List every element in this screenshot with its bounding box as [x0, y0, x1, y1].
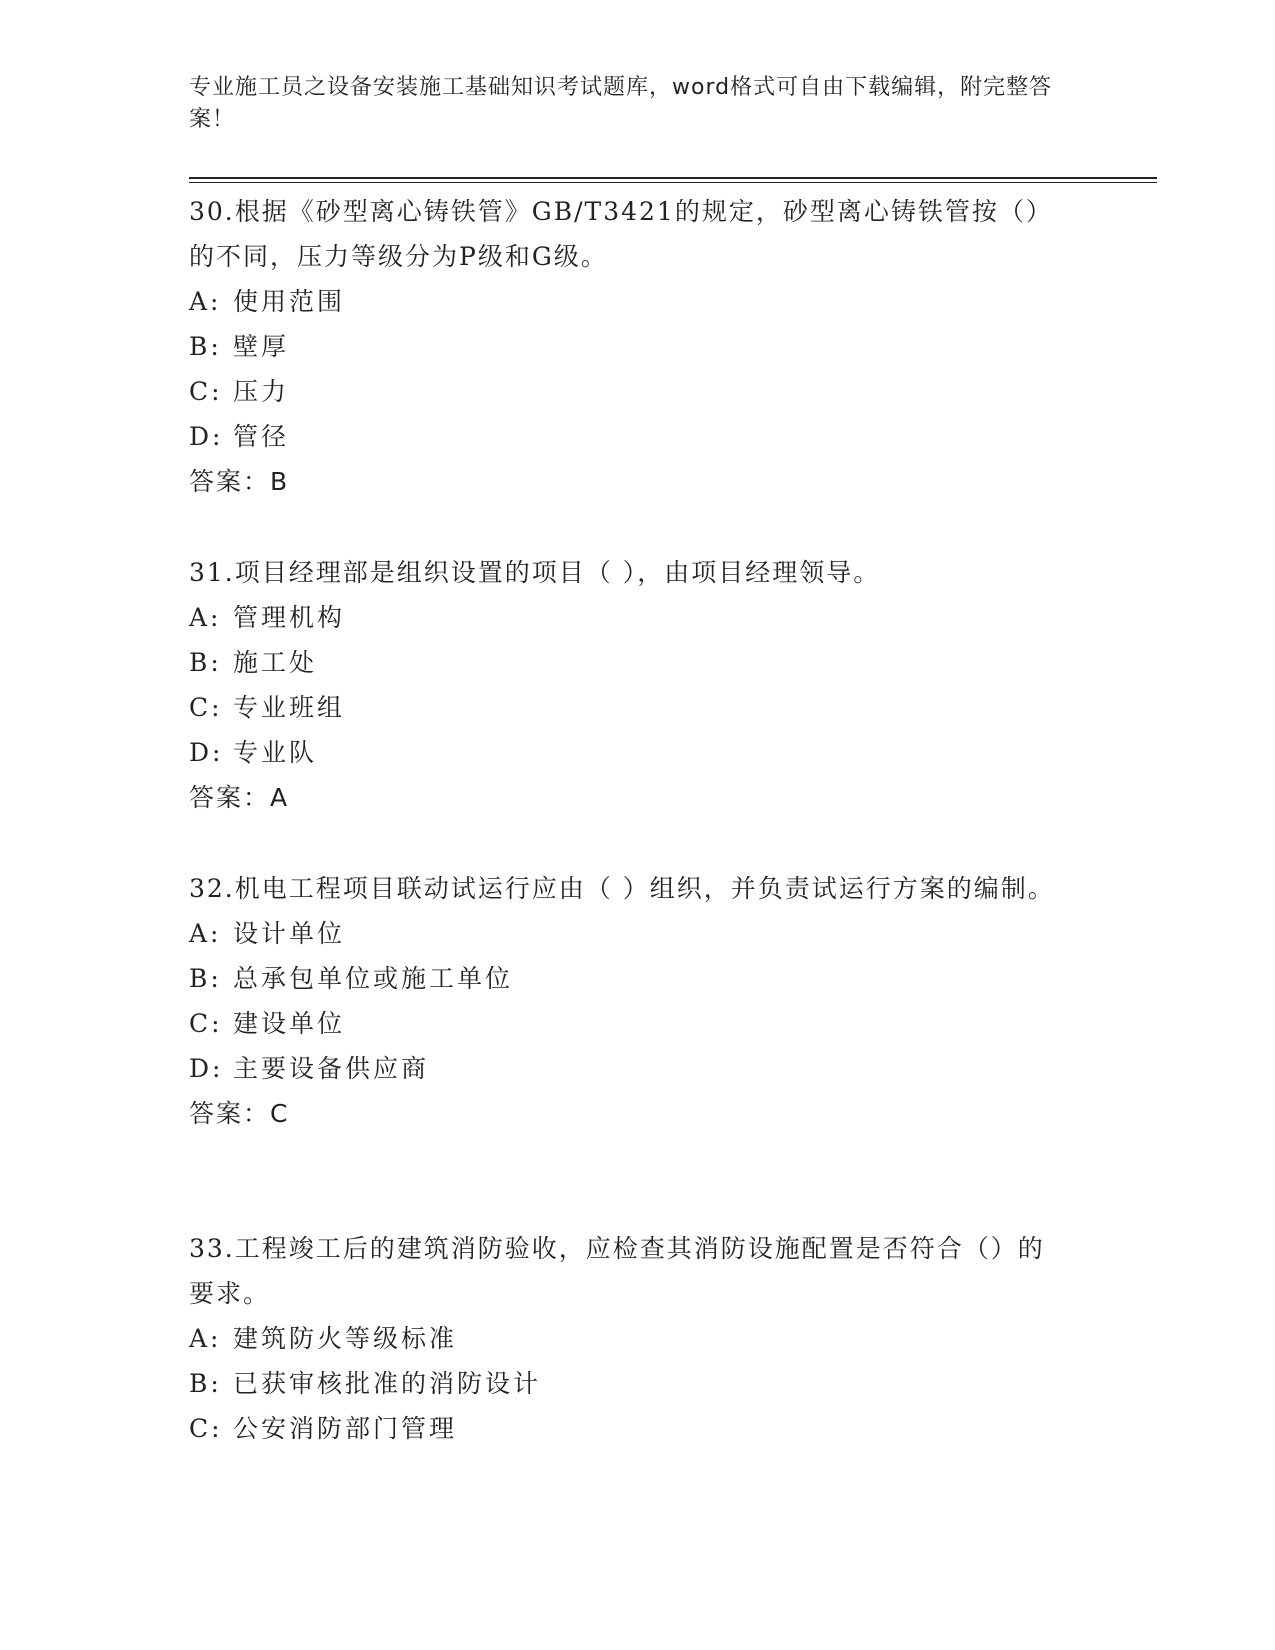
- option-key: D:: [189, 422, 224, 451]
- question-stem: 31.项目经理部是组织设置的项目（ ），由项目经理领导。: [189, 558, 881, 587]
- option-key: C:: [189, 1414, 223, 1443]
- header-divider-thick: [189, 177, 1157, 179]
- question-stem: 32.机电工程项目联动试运行应由（ ）组织，并负责试运行方案的编制。: [189, 874, 1055, 903]
- header-divider-thin: [189, 182, 1157, 183]
- option-c: [189, 369, 1069, 414]
- option-text: 总承包单位或施工单位: [233, 964, 514, 993]
- option-b: [189, 956, 1069, 1001]
- option-c: [189, 1001, 1069, 1046]
- option-a: [189, 1316, 1069, 1361]
- question-30: [189, 189, 1069, 504]
- option-d: [189, 1046, 1069, 1091]
- option-text: 管理机构: [233, 603, 346, 632]
- option-text: 建筑防火等级标准: [233, 1324, 458, 1353]
- option-text: 专业班组: [233, 693, 346, 722]
- option-a: [189, 595, 1069, 640]
- option-text: 使用范围: [233, 287, 346, 316]
- answer-label: 答案：B: [189, 467, 290, 496]
- option-a: [189, 911, 1069, 956]
- option-key: B:: [189, 332, 222, 361]
- question-32: [189, 866, 1069, 1136]
- option-text: 公安消防部门管理: [233, 1414, 458, 1443]
- option-key: D:: [189, 1054, 224, 1083]
- option-key: D:: [189, 738, 224, 767]
- question-31: [189, 550, 1069, 820]
- answer-label: 答案：A: [189, 783, 290, 812]
- option-c: [189, 1406, 1069, 1451]
- question-33: [189, 1226, 1069, 1451]
- option-text: 壁厚: [233, 332, 290, 361]
- question-stem: 30.根据《砂型离心铸铁管》GB/T3421的规定，砂型离心铸铁管按（）的不同，压力等级分为P级和G级。: [189, 197, 1053, 271]
- option-key: B:: [189, 964, 222, 993]
- option-b: [189, 1361, 1069, 1406]
- option-text: 主要设备供应商: [233, 1054, 430, 1083]
- answer-label: 答案：C: [189, 1099, 290, 1128]
- option-text: 施工处: [233, 648, 318, 677]
- option-text: 管径: [233, 422, 290, 451]
- option-text: 压力: [233, 377, 290, 406]
- option-b: [189, 324, 1069, 369]
- option-key: B:: [189, 648, 222, 677]
- option-c: [189, 685, 1069, 730]
- option-key: C:: [189, 693, 223, 722]
- document-header: 专业施工员之设备安装施工基础知识考试题库，word格式可自由下载编辑，附完整答案！: [189, 75, 1053, 132]
- option-key: C:: [189, 377, 223, 406]
- option-key: B:: [189, 1369, 222, 1398]
- question-stem: 33.工程竣工后的建筑消防验收，应检查其消防设施配置是否符合（）的要求。: [189, 1234, 1045, 1308]
- option-text: 建设单位: [233, 1009, 346, 1038]
- option-key: A:: [189, 287, 222, 316]
- option-key: C:: [189, 1009, 223, 1038]
- option-d: [189, 730, 1069, 775]
- option-key: A:: [189, 919, 222, 948]
- option-d: [189, 414, 1069, 459]
- option-key: A:: [189, 1324, 222, 1353]
- option-text: 设计单位: [233, 919, 346, 948]
- option-b: [189, 640, 1069, 685]
- option-key: A:: [189, 603, 222, 632]
- option-a: [189, 279, 1069, 324]
- option-text: 专业队: [233, 738, 318, 767]
- option-text: 已获审核批准的消防设计: [233, 1369, 542, 1398]
